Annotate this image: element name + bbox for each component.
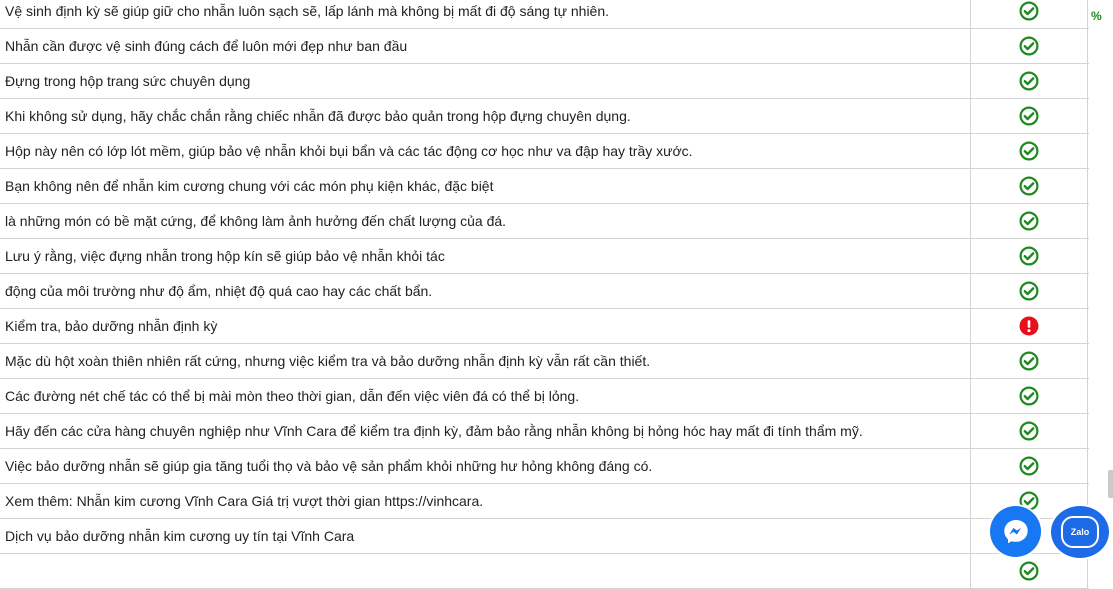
row-status [971,0,1088,28]
row-text [0,554,971,588]
table-row [0,449,1089,484]
check-circle-icon [1019,211,1039,231]
row-status [971,169,1088,203]
check-circle-icon [1019,141,1039,161]
row-text: Việc bảo dưỡng nhẫn sẽ giúp gia tăng tuổi thọ và bảo vệ sản phẩm khỏi những hư hỏng không đáng có. [0,449,971,483]
table-row [0,204,1089,239]
row-status [971,239,1088,273]
row-status [971,29,1088,63]
check-circle-icon [1019,386,1039,406]
error-icon [1019,316,1039,336]
check-circle-icon [1019,246,1039,266]
table-row [0,344,1089,379]
row-text: Hãy đến các cửa hàng chuyên nghiệp như Vĩnh Cara để kiểm tra định kỳ, đảm bảo rằng nhẫn không bị hỏng hóc hay mất đi tính thẩm mỹ. [0,414,971,448]
row-text: Mặc dù hột xoàn thiên nhiên rất cứng, nhưng việc kiểm tra và bảo dưỡng nhẫn định kỳ vẫn rất cần thiết. [0,344,971,378]
row-text: Đựng trong hộp trang sức chuyên dụng [0,64,971,98]
zalo-label: Zalo [1070,527,1090,537]
table-row [0,554,1089,589]
table-row [0,134,1089,169]
check-circle-icon [1019,421,1039,441]
row-status [971,379,1088,413]
check-circle-icon [1019,351,1039,371]
check-circle-icon [1019,36,1039,56]
row-status [971,64,1088,98]
row-text: động của môi trường như độ ẩm, nhiệt độ quá cao hay các chất bẩn. [0,274,971,308]
row-text: Khi không sử dụng, hãy chắc chắn rằng chiếc nhẫn đã được bảo quản trong hộp đựng chuyên dụng. [0,99,971,133]
table-row [0,0,1089,29]
row-text: Nhẫn cần được vệ sinh đúng cách để luôn mới đẹp như ban đầu [0,29,971,63]
row-status [971,344,1088,378]
zalo-icon [1061,516,1099,548]
row-text: Dịch vụ bảo dưỡng nhẫn kim cương uy tín tại Vĩnh Cara [0,519,971,553]
row-text: Vệ sinh định kỳ sẽ giúp giữ cho nhẫn luôn sạch sẽ, lấp lánh mà không bị mất đi độ sáng tự nhiên. [0,0,971,28]
row-text: Xem thêm: Nhẫn kim cương Vĩnh Cara Giá trị vượt thời gian https://vinhcara. [0,484,971,518]
row-status [971,134,1088,168]
messenger-button[interactable] [990,506,1041,557]
table-row [0,309,1089,344]
check-circle-icon [1019,176,1039,196]
table-row [0,239,1089,274]
row-text: Các đường nét chế tác có thể bị mài mòn theo thời gian, dẫn đến việc viên đá có thể bị lỏng. [0,379,971,413]
table-row [0,274,1089,309]
row-status [971,449,1088,483]
row-text: Lưu ý rằng, việc đựng nhẫn trong hộp kín sẽ giúp bảo vệ nhẫn khỏi tác [0,239,971,273]
row-status [971,204,1088,238]
row-status [971,414,1088,448]
check-circle-icon [1019,561,1039,581]
check-circle-icon [1019,281,1039,301]
table-row [0,29,1089,64]
scrollbar-thumb[interactable] [1108,470,1113,498]
table-row [0,64,1089,99]
check-circle-icon [1019,106,1039,126]
row-text: Bạn không nên để nhẫn kim cương chung với các món phụ kiện khác, đặc biệt [0,169,971,203]
check-circle-icon [1019,456,1039,476]
row-text: Hộp này nên có lớp lót mềm, giúp bảo vệ nhẫn khỏi bụi bẩn và các tác động cơ học như va đập hay trầy xước. [0,134,971,168]
table-row [0,379,1089,414]
row-status [971,309,1088,343]
zalo-button[interactable] [1051,506,1109,558]
table-row [0,484,1089,519]
table-row [0,169,1089,204]
check-circle-icon [1019,1,1039,21]
table-row [0,414,1089,449]
row-text: là những món có bề mặt cứng, để không làm ảnh hưởng đến chất lượng của đá. [0,204,971,238]
percent-label: % [1091,9,1102,23]
row-status [971,554,1088,588]
table-row [0,99,1089,134]
row-text: Kiểm tra, bảo dưỡng nhẫn định kỳ [0,309,971,343]
table-row [0,519,1089,554]
messenger-icon [1001,517,1031,547]
row-status [971,99,1088,133]
row-status [971,274,1088,308]
check-circle-icon [1019,71,1039,91]
